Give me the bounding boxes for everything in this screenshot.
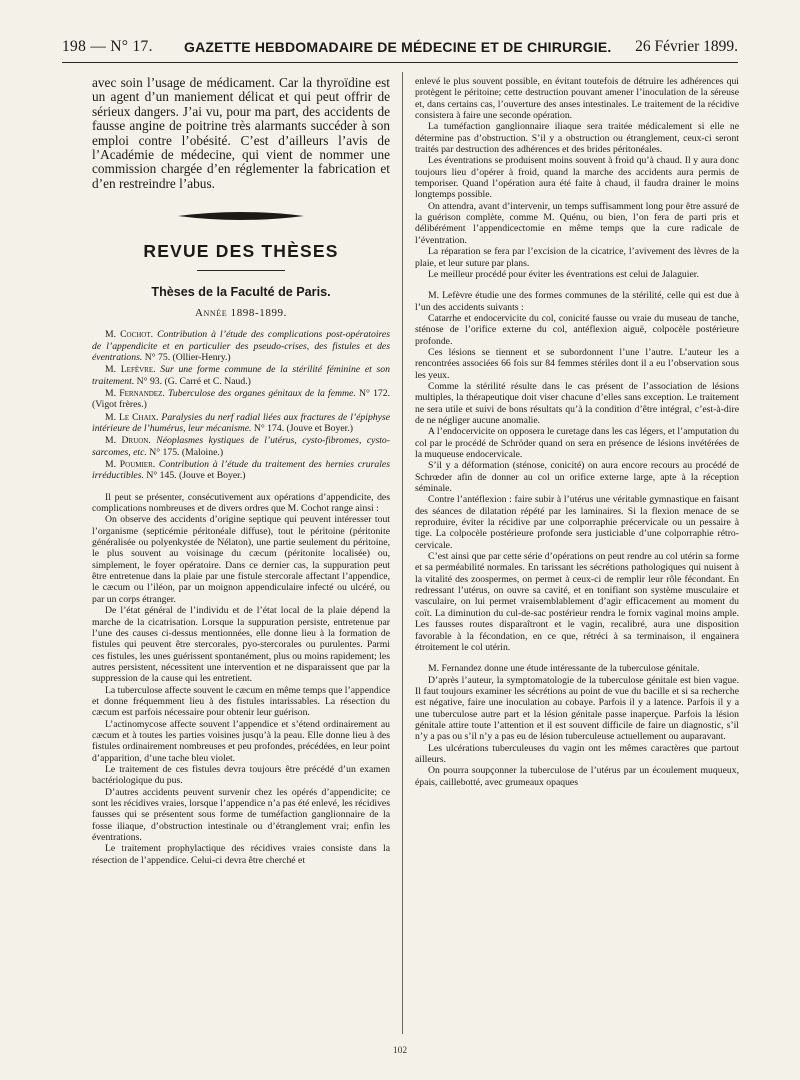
section-title: REVUE DES THÈSES [143, 241, 339, 262]
body-paragraph: M. Lefèvre étudie une des formes communes de la stérilité, celle qui est due à l’un des accidents suivants : [415, 290, 739, 313]
page-issue-number: 198 — N° 17. [62, 38, 153, 55]
thesis-reference: N° 174. (Jouve et Boyer.) [253, 423, 353, 434]
section-title-rule [197, 270, 285, 271]
thesis-reference: N° 145. (Jouve et Boyer.) [146, 470, 246, 482]
thesis-title: Sur une forme commune de la stérilité féminine et son traitement. [92, 364, 390, 387]
thesis-author: M. Poumier. [105, 459, 156, 471]
right-column [415, 76, 739, 1048]
body-paragraph: Il peut se présenter, consécutivement aux opérations d’appendicite, des complications nombreuses et de divers ordres que M. Cochot range ainsi : [92, 491, 390, 515]
body-paragraph: A l’endocervicite on opposera le curetage dans les cas légers, et l’amputation du col par le procédé de Schröder quand on sera en présence de lésions invétérées de la muqueuse endocervicale. [415, 426, 739, 460]
issue-date: 26 Février 1899. [635, 38, 738, 55]
thesis-author: M. Lefèvre. [105, 364, 156, 376]
body-paragraph: Comme la stérilité résulte dans le cas présent de l’association de lésions multiples, la thérapeutique doit viser chacune d’elles sans exception. Le traitement ne sera utile et suivi de bons résultats qu’à la condition d’être intégral, c’est-à-dire de ne négliger aucune anomalie. [415, 380, 739, 426]
paragraph-gap [415, 280, 739, 290]
thesis-reference: N° 175. (Maloine.) [149, 446, 224, 458]
body-paragraph: On observe des accidents d’origine septique qui peuvent intéresser tout l’organisme (septicémie péritonéale diffuse), tout le péritoine (péritonite généralisée ou polyenkystée de Nélaton), une partie seulement du péritoine, le plus souvent au voisinage du cæcum (péritonite localisée) ou, simplement, le foyer opératoire. Dans ce dernier cas, la suppuration peut être entretenue dans la plaie par une fistule stercorale affectant l’appendice, le cæcum ou l’iléon, par un moignon appendiculaire infecté ou ulcéré, ou par un corps étranger. [92, 514, 390, 605]
section-ornament [92, 205, 390, 227]
body-paragraph: Le traitement de ces fistules devra toujours être précédé d’un examen bactériologique du pus. [92, 763, 390, 787]
thesis-author: M. Druon. [105, 435, 151, 447]
body-paragraph: D’autres accidents peuvent survenir chez les opérés d’appendicite; ce sont les récidives vraies, lorsque l’appendice n’a pas été enlevé, les récidives fausses qui se présentent sous forme de tuméfaction ganglionnaire de la fosse iliaque, d’obstruction intestinale ou d’étranglement vrai; enfin les éventrations. [92, 786, 390, 844]
thesis-entry [92, 364, 390, 387]
thesis-title: Tuberculose des organes génitaux de la femme. [168, 387, 356, 399]
body-paragraph: On pourra soupçonner la tuberculose de l’utérus par un écoulement muqueux, épais, caillebotté, avec grumeaux opaques [415, 765, 739, 788]
left-column [92, 76, 390, 1048]
body-paragraph: M. Fernandez donne une étude intéressante de la tuberculose génitale. [428, 663, 700, 675]
body-paragraph: La réparation se fera par l’excision de la cicatrice, l’avivement des lèvres de la plaie, et leur suture par plans. [415, 246, 739, 269]
body-paragraph: On attendra, avant d’intervenir, un temps suffisamment long pour être assuré de la guérison complète, comme M. Quénu, ou bien, l’on fera de parti pris et délibérément l’appendicectomie en même temps que la cure radicale de l’éventration. [415, 200, 739, 246]
journal-title: GAZETTE HEBDOMADAIRE DE MÉDECINE ET DE CHIRURGIE. [184, 39, 612, 55]
body-paragraph: enlevé le plus souvent possible, en évitant toutefois de détruire les adhérences qui protègent le péritoine; cette destruction pouvant amener l’inoculation de la séreuse et, dans certains cas, l’ouverture des anses intestinales. Le traitement de la récidive consistera à faire une seconde opération. [415, 76, 739, 122]
thesis-entry [92, 435, 390, 458]
thesis-entry [92, 459, 390, 482]
right-body-text [415, 76, 739, 788]
body-paragraph: Le traitement prophylactique des récidives vraies consiste dans la résection de l’appendice. Celui-ci devra être cherché et [92, 843, 390, 866]
page-number: 102 [392, 1046, 408, 1056]
body-paragraph: L’actinomycose affecte souvent l’appendice et s’étend ordinairement au cæcum et à toutes les parties voisines jusqu’à la peau. Elle donne lieu à des fistules ordinairement nombreuses et peu profondes, précédées, en leur point d’apparition, d’une tache bleu violet. [92, 718, 390, 764]
thesis-entry [92, 329, 390, 363]
column-divider [402, 72, 403, 1034]
body-paragraph: Le meilleur procédé pour éviter les éventrations est celui de Jalaguier. [428, 268, 699, 280]
body-paragraph: D’après l’auteur, la symptomatologie de la tuberculose génitale est bien vague. Il faut toujours examiner les sécrétions au point de vue du bacille et si sa recherche est négative, faire une inoculation au cobaye. Parfois il y a latence. Parfois il y a une tuberculose autre part et la lésion génitale passe inaperçue. Parfois la lésion génitale attire toute l’attention et il est souvent difficile de faire un diagnostic, s’il n’y a pas ou s’il n’y a pas eu de lésion tuberculeuse actuellement ou auparavant. [415, 674, 739, 743]
thesis-reference: N° 172. (Vigot frères.) [92, 387, 390, 411]
thesis-title: Paralysies du nerf radial liées aux fractures de l’épiphyse intérieure de l’humérus, leur mécanisme. [92, 411, 390, 434]
body-paragraph: Catarrhe et endocervicite du col, conicité fausse ou vraie du museau de tanche, sténose de l’orifice externe du col, antéflexion aiguë, colpocèle postérieure profonde. [415, 312, 739, 347]
theses-list [92, 329, 390, 481]
body-paragraph: De l’état général de l’individu et de l’état local de la plaie dépend la marche de la cicatrisation. Lorsque la suppuration persiste, entretenue par l’une des causes ci-dessus mentionnées, elle donne lieu à la formation de fistules qui peuvent être stercorales, pyo-stercorales ou purulentes. Parmi ces fistules, les unes guérissent spontanément, plus ou moins rapidement; les autres persistent, nécessitent une intervention et ne disparaissent que par la suppression de la cause qui les entretient. [92, 605, 390, 685]
intro-paragraph: avec soin l’usage de médicament. Car la thyroïdine est un agent d’un maniement délicat et qui peut offrir de sérieux dangers. J’ai vu, pour ma part, des accidents de fausse angine de poitrine très alarmants succéder à son emploi contre l’obésité. C’est d’ailleurs l’avis de l’Académie de médecine, qui vient de nommer une commission chargée d’en réglementer la fabrication et d’en restreindre l’abus. [92, 76, 390, 191]
body-paragraph: Ces lésions se tiennent et se subordonnent l’une l’autre. L’auteur les a rencontrées associées 66 fois sur 84 femmes stériles dont il a eu l’observation sous les yeux. [415, 346, 739, 381]
body-paragraph: C’est ainsi que par cette série d’opérations on peut rendre au col utérin sa forme et sa perméabilité normales. En tarissant les sécrétions pathologiques qui nuisent à la vitalité des zoospermes, on permet à ceux-ci de remplir leur rôle fécondant. En redressant l’utérus, on ouvre sa cavité, et en tonifiant son système musculaire et vasculaire, on lui permet vraisemblablement d’agir efficacement au moment du coït. La diminution du cul-de-sac postérieur rendra le fornix vaginal moins ample. Les fausses routes disparaîtront et le vagin, recalibré, aura une disposition favorable à la fécondation, en ce que, rétréci à sa terminaison, il engainera étroitement le col utérin. [415, 551, 739, 653]
body-paragraph: La tuméfaction ganglionnaire iliaque sera traitée médicalement si elle ne détermine pas d’obstruction. S’il y a obstruction ou étranglement, ceux-ci seront traités par destruction des adhérences et des brides péritonéales. [415, 121, 739, 156]
body-paragraph: Les ulcérations tuberculeuses du vagin ont les mêmes caractères que partout ailleurs. [415, 742, 739, 765]
left-body-text [92, 492, 390, 866]
thesis-reference: N° 93. (G. Carré et C. Naud.) [136, 375, 251, 387]
thesis-title: Contribution à l’étude des complications post-opératoires de l’appendicite et en particulier des pseudo-crises, des fistules et des éventrations. [92, 329, 390, 363]
thesis-title: Néoplasmes kystiques de l’utérus, cysto-fibromes, cysto-sarcomes, etc. [92, 435, 390, 458]
subsection-title: Thèses de la Faculté de Paris. [151, 285, 331, 300]
body-paragraph: Contre l’antéflexion : faire subir à l’utérus une véritable gymnastique en faisant des séances de dilatation répété par les laminaires. Si la flexion menace de se reproduire, éviter la récidive par une colporraphie précervicale ou un pessaire à tige. La colpocèle postérieure profonde sera justiciable d’une colporraphie rétro-cervicale. [415, 494, 739, 551]
academic-year: Année 1898-1899. [194, 307, 288, 320]
body-paragraph: S’il y a déformation (sténose, conicité) on aura encore recours au procédé de Schrœder afin de donner au col un orifice externe large, apte à la réception séminale. [415, 460, 739, 495]
thesis-entry [92, 388, 390, 411]
paragraph-gap [415, 653, 739, 663]
thesis-author: M. Fernandez. [105, 387, 165, 399]
body-paragraph: La tuberculose affecte souvent le cæcum en même temps que l’appendice et donne fréquemment lieu à des fistules intarissables. La résection du cæcum est parfois nécessaire pour obtenir leur guérison. [92, 684, 390, 719]
thesis-entry [92, 412, 390, 435]
running-header [62, 38, 738, 63]
thesis-author: M. Le Chaix. [105, 411, 159, 423]
body-paragraph: Les éventrations se produisent moins souvent à froid qu’à chaud. Il y aura donc toujours lieu d’opérer à froid, quand la marche des accidents aura permis de temporiser. Quand l’opération aura été faite à chaud, il faudra drainer le moins longtemps possible. [415, 155, 739, 201]
thesis-title: Contribution à l’étude du traitement des hernies crurales irréductibles. [92, 459, 390, 482]
thesis-author: M. Cochot. [105, 329, 154, 341]
thesis-reference: N° 75. (Ollier-Henry.) [144, 351, 231, 363]
